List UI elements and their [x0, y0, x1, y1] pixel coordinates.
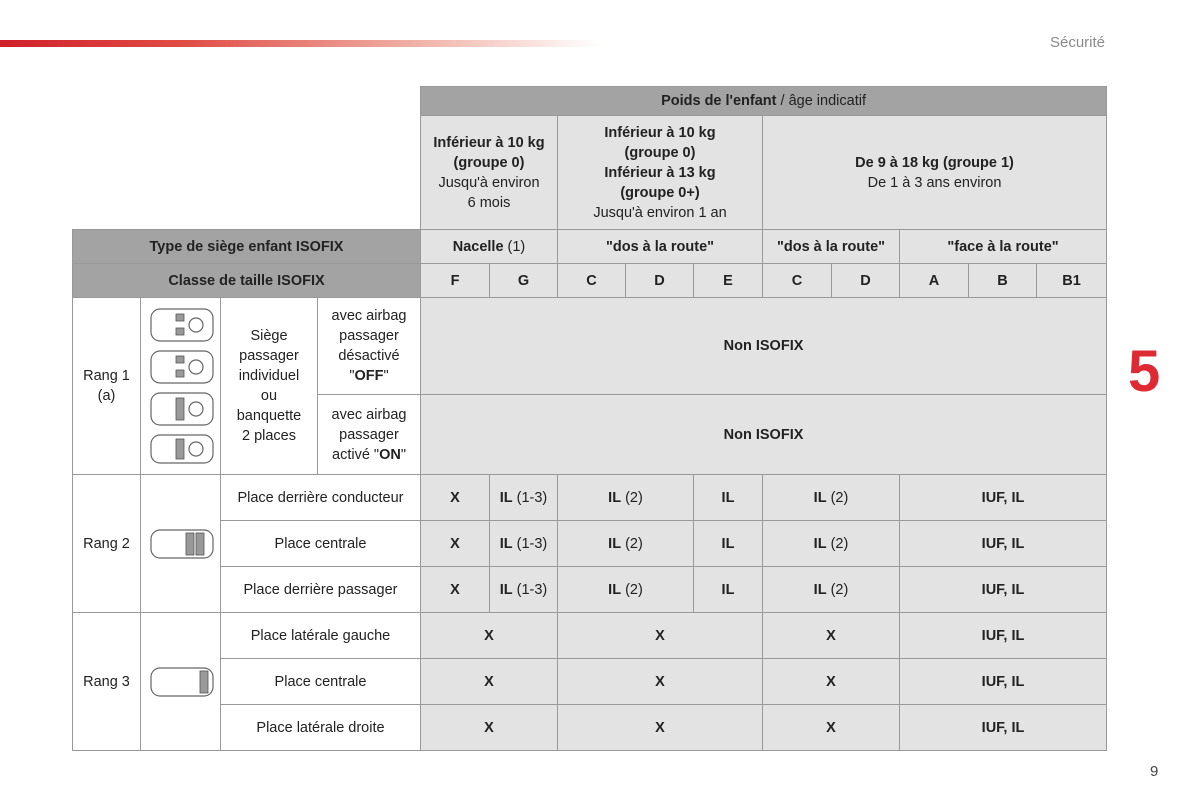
rang-1-seat-icons — [141, 298, 221, 475]
non-isofix-on: Non ISOFIX — [421, 395, 1107, 475]
place-label: Place latérale droite — [221, 705, 421, 751]
cell-e: IL — [694, 475, 763, 521]
size-class: D — [832, 264, 900, 298]
size-class: D — [626, 264, 694, 298]
cell-ab: IUF, IL — [900, 521, 1107, 567]
cell-cd-2: IL (2) — [763, 521, 900, 567]
chapter-number: 5 — [1128, 339, 1161, 404]
type-dos-route-2: "dos à la route" — [763, 230, 900, 264]
cell-fg: X — [421, 659, 558, 705]
size-class: C — [558, 264, 626, 298]
cell-cd: IL (2) — [558, 521, 694, 567]
non-isofix-off: Non ISOFIX — [421, 298, 1107, 395]
cell-e: IL — [694, 567, 763, 613]
page-number: 9 — [1150, 763, 1159, 780]
group-1-header: De 9 à 18 kg (groupe 1) De 1 à 3 ans environ — [763, 116, 1107, 230]
cell-ab: IUF, IL — [900, 475, 1107, 521]
rang-1-seat-description: Siège passager individuel ou banquette 2 places — [221, 298, 318, 475]
cell-cd-2: X — [763, 659, 900, 705]
size-label: Classe de taille ISOFIX — [73, 264, 421, 298]
airbag-on-cell: avec airbag passager activé "ON" — [318, 395, 421, 475]
rang-1-label: Rang 1 (a) — [73, 298, 141, 475]
cell-g: IL (1-3) — [490, 475, 558, 521]
front-seat-diagram-icon — [146, 306, 216, 466]
cell-cde: X — [558, 659, 763, 705]
type-face-route: "face à la route" — [900, 230, 1107, 264]
cell-fg: X — [421, 613, 558, 659]
section-title: Sécurité — [1049, 34, 1105, 51]
isofix-table — [72, 86, 1107, 751]
rang-3-label: Rang 3 — [73, 613, 141, 751]
cell-f: X — [421, 521, 490, 567]
cell-g: IL (1-3) — [490, 567, 558, 613]
airbag-off-cell: avec airbag passager désactivé "OFF" — [318, 298, 421, 395]
cell-ab: IUF, IL — [900, 613, 1107, 659]
size-class: B1 — [1037, 264, 1107, 298]
type-dos-route-1: "dos à la route" — [558, 230, 763, 264]
cell-cd-2: IL (2) — [763, 567, 900, 613]
group-0-header: Inférieur à 10 kg (groupe 0) Jusqu'à environ 6 mois — [421, 116, 558, 230]
corner-blank — [73, 87, 421, 230]
cell-ab: IUF, IL — [900, 705, 1107, 751]
size-class: C — [763, 264, 832, 298]
cell-cd: IL (2) — [558, 567, 694, 613]
cell-ab: IUF, IL — [900, 567, 1107, 613]
place-label: Place derrière conducteur — [221, 475, 421, 521]
rang-3-seat-icon — [141, 613, 221, 751]
header-accent-bar — [0, 40, 600, 47]
type-label: Type de siège enfant ISOFIX — [73, 230, 421, 264]
third-row-seat-diagram-icon — [146, 665, 216, 699]
cell-e: IL — [694, 521, 763, 567]
group-0plus-header: Inférieur à 10 kg (groupe 0) Inférieur à 13 kg (groupe 0+) Jusqu'à environ 1 an — [558, 116, 763, 230]
cell-cd-2: IL (2) — [763, 475, 900, 521]
rang-2-seat-icon — [141, 475, 221, 613]
cell-cde: X — [558, 705, 763, 751]
size-class: A — [900, 264, 969, 298]
rang-2-label: Rang 2 — [73, 475, 141, 613]
size-class: E — [694, 264, 763, 298]
cell-f: X — [421, 475, 490, 521]
cell-cd: IL (2) — [558, 475, 694, 521]
size-class: G — [490, 264, 558, 298]
cell-ab: IUF, IL — [900, 659, 1107, 705]
weight-header: Poids de l'enfant / âge indicatif — [421, 87, 1107, 116]
size-class: B — [969, 264, 1037, 298]
rear-seat-diagram-icon — [146, 527, 216, 561]
cell-fg: X — [421, 705, 558, 751]
place-label: Place centrale — [221, 659, 421, 705]
cell-cd-2: X — [763, 613, 900, 659]
cell-g: IL (1-3) — [490, 521, 558, 567]
place-label: Place latérale gauche — [221, 613, 421, 659]
cell-f: X — [421, 567, 490, 613]
cell-cd-2: X — [763, 705, 900, 751]
place-label: Place centrale — [221, 521, 421, 567]
size-class: F — [421, 264, 490, 298]
type-nacelle: Nacelle (1) — [421, 230, 558, 264]
place-label: Place derrière passager — [221, 567, 421, 613]
cell-cde: X — [558, 613, 763, 659]
